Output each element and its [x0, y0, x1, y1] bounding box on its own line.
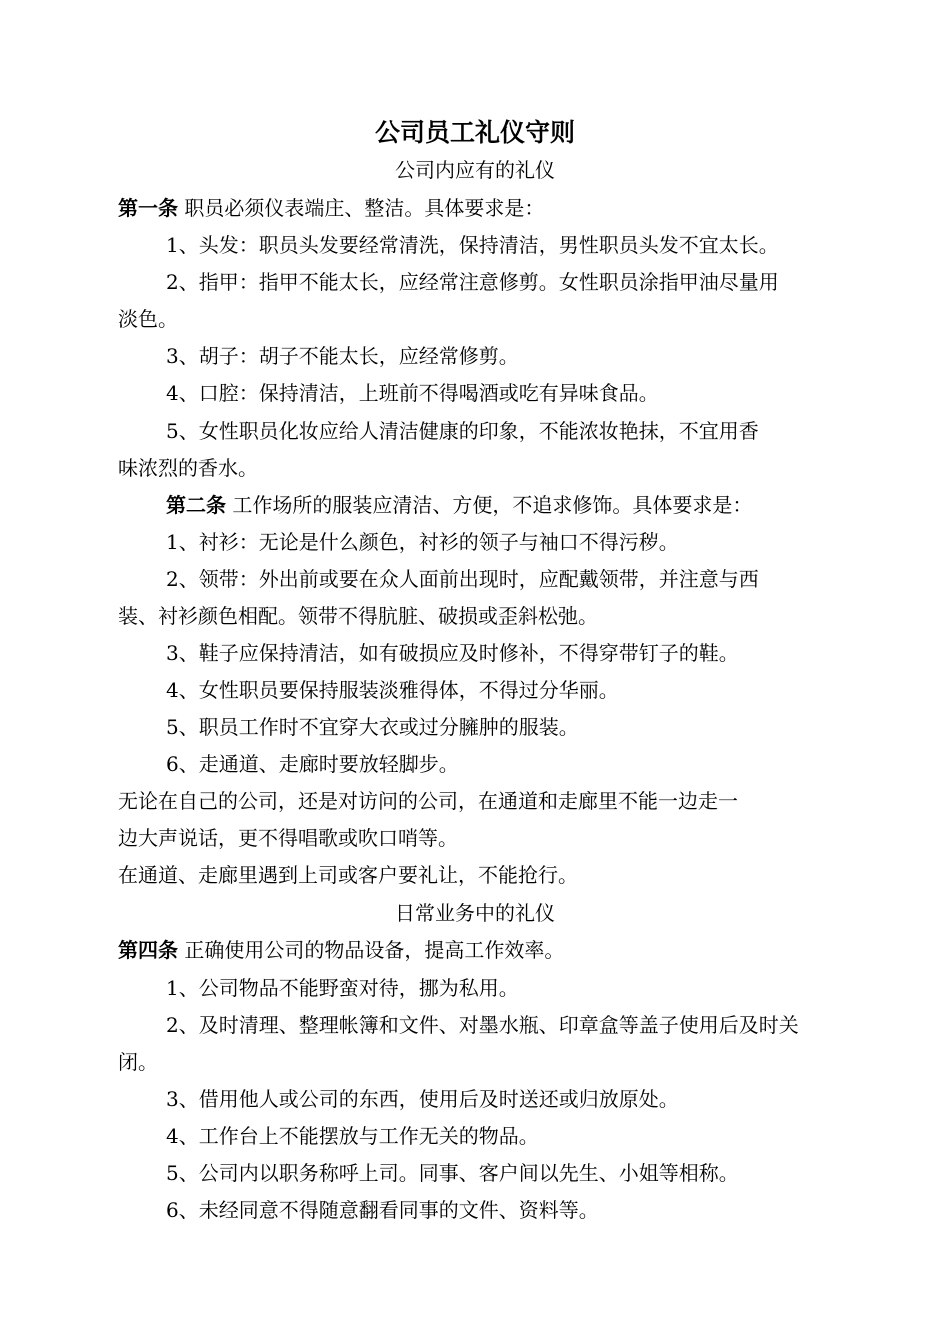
paragraph-line: 边大声说话，更不得唱歌或吹口哨等。: [118, 826, 458, 850]
paragraph-line: 5、公司内以职务称呼上司。同事、客户间以先生、小姐等相称。: [166, 1161, 739, 1185]
section-heading-1: 公司内应有的礼仪: [395, 158, 555, 182]
paragraph-line: 1、衬衫：无论是什么颜色，衬衫的领子与袖口不得污秽。: [166, 530, 679, 554]
paragraph-line: 3、鞋子应保持清洁，如有破损应及时修补，不得穿带钉子的鞋。: [166, 641, 739, 665]
section-heading-2: 日常业务中的礼仪: [395, 901, 555, 925]
paragraph-line: 装、衬衫颜色相配。领带不得肮脏、破损或歪斜松弛。: [118, 604, 598, 628]
article-1-label: 第一条: [118, 196, 178, 220]
paragraph-line: 5、职员工作时不宜穿大衣或过分臃肿的服装。: [166, 715, 579, 739]
paragraph-line: 1、头发：职员头发要经常清洗，保持清洁，男性职员头发不宜太长。: [166, 233, 779, 257]
article-1-text: 职员必须仪表端庄、整洁。具体要求是：: [178, 196, 545, 220]
article-4-label: 第四条: [118, 938, 178, 962]
paragraph-line: 2、指甲：指甲不能太长，应经常注意修剪。女性职员涂指甲油尽量用: [166, 270, 779, 294]
article-4-line: [118, 937, 832, 963]
paragraph-line: 4、女性职员要保持服装淡雅得体，不得过分华丽。: [166, 678, 619, 702]
article-2-label: 第二条: [166, 493, 226, 517]
paragraph-line: 2、及时清理、整理帐簿和文件、对墨水瓶、印章盒等盖子使用后及时关: [166, 1013, 799, 1037]
paragraph-line: 淡色。: [118, 307, 178, 331]
paragraph-line: 3、借用他人或公司的东西，使用后及时送还或归放原处。: [166, 1087, 679, 1111]
article-1-line: [118, 195, 832, 221]
paragraph-line: 4、工作台上不能摆放与工作无关的物品。: [166, 1124, 539, 1148]
article-2-line: [166, 492, 832, 518]
paragraph-line: 闭。: [118, 1050, 158, 1074]
article-2-text: 工作场所的服装应清洁、方便，不追求修饰。具体要求是：: [226, 493, 753, 517]
paragraph-line: 4、口腔：保持清洁，上班前不得喝酒或吃有异味食品。: [166, 381, 659, 405]
article-4-text: 正确使用公司的物品设备，提高工作效率。: [178, 938, 565, 962]
paragraph-line: 1、公司物品不能野蛮对待，挪为私用。: [166, 976, 519, 1000]
paragraph-line: 5、女性职员化妆应给人清洁健康的印象，不能浓妆艳抹，不宜用香: [166, 419, 759, 443]
paragraph-line: 在通道、走廊里遇到上司或客户要礼让，不能抢行。: [118, 863, 578, 887]
paragraph-line: 3、胡子：胡子不能太长，应经常修剪。: [166, 344, 519, 368]
paragraph-line: 无论在自己的公司，还是对访问的公司，在通道和走廊里不能一边走一: [118, 789, 738, 813]
paragraph-line: 6、未经同意不得随意翻看同事的文件、资料等。: [166, 1198, 599, 1222]
paragraph-line: 味浓烈的香水。: [118, 456, 258, 480]
paragraph-line: 6、走通道、走廊时要放轻脚步。: [166, 752, 459, 776]
document-title: 公司员工礼仪守则: [374, 118, 575, 147]
paragraph-line: 2、领带：外出前或要在众人面前出现时，应配戴领带，并注意与西: [166, 567, 759, 591]
